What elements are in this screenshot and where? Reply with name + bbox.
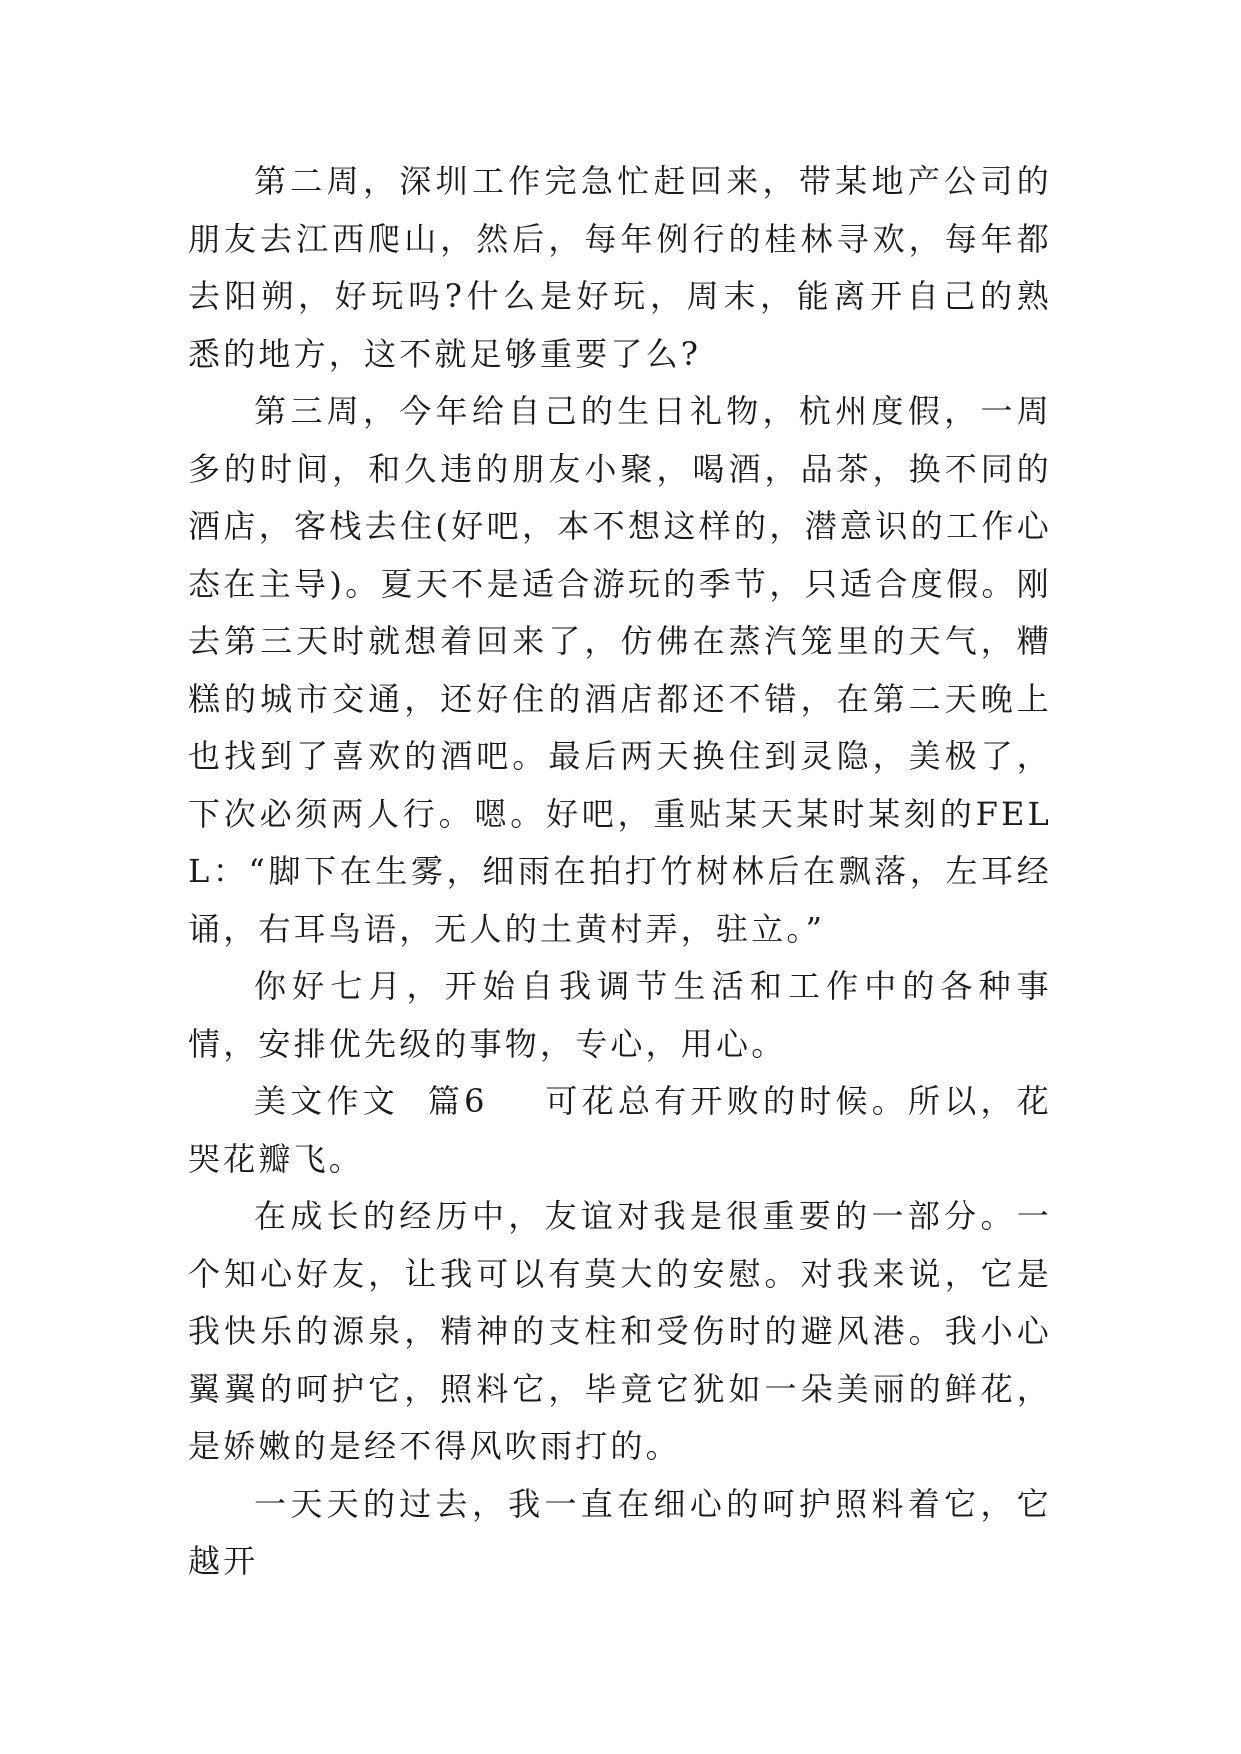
paragraph-july: 你好七月，开始自我调节生活和工作中的各种事情，安排优先级的事物，专心，用心。 (188, 967, 1052, 1063)
paragraph-friendship: 在成长的经历中，友谊对我是很重要的一部分。一个知心好友，让我可以有莫大的安慰。对我来说，它是我快乐的源泉，精神的支柱和受伤时的避风港。我小心翼翼的呵护它，照料它，毕竟它犹如一朵美丽的鲜花，是娇嫩的是经不得风吹雨打的。 (188, 1197, 1052, 1465)
document-body (188, 153, 1052, 1591)
paragraph-week-two: 第二周，深圳工作完急忙赶回来，带某地产公司的朋友去江西爬山，然后，每年例行的桂林寻欢，每年都去阳朔，好玩吗?什么是好玩，周末，能离开自己的熟悉的地方，这不就足够重要了么? (188, 162, 1052, 373)
paragraph-days-pass: 一天天的过去，我一直在细心的呵护照料着它，它越开 (188, 1484, 1052, 1580)
paragraph-week-three: 第三周，今年给自己的生日礼物，杭州度假，一周多的时间，和久违的朋友小聚，喝酒，品茶，换不同的酒店，客栈去住(好吧，本不想这样的，潜意识的工作心态在主导)。夏天不是适合游玩的季节，只适合度假。刚去第三天时就想着回来了，仿佛在蒸汽笼里的天气，糟糕的城市交通，还好住的酒店都还不错，在第二天晚上也找到了喜欢的酒吧。最后两天换住到灵隐，美极了，下次必须两人行。嗯。好吧，重贴某天某时某刻的FELL：“脚下在生雾，细雨在拍打竹树林后在飘落，左耳经诵，右耳鸟语，无人的土黄村弄，驻立。” (188, 392, 1052, 948)
paragraph-essay-heading: 美文作文 篇6 可花总有开败的时候。所以，花哭花瓣飞。 (188, 1082, 1052, 1178)
